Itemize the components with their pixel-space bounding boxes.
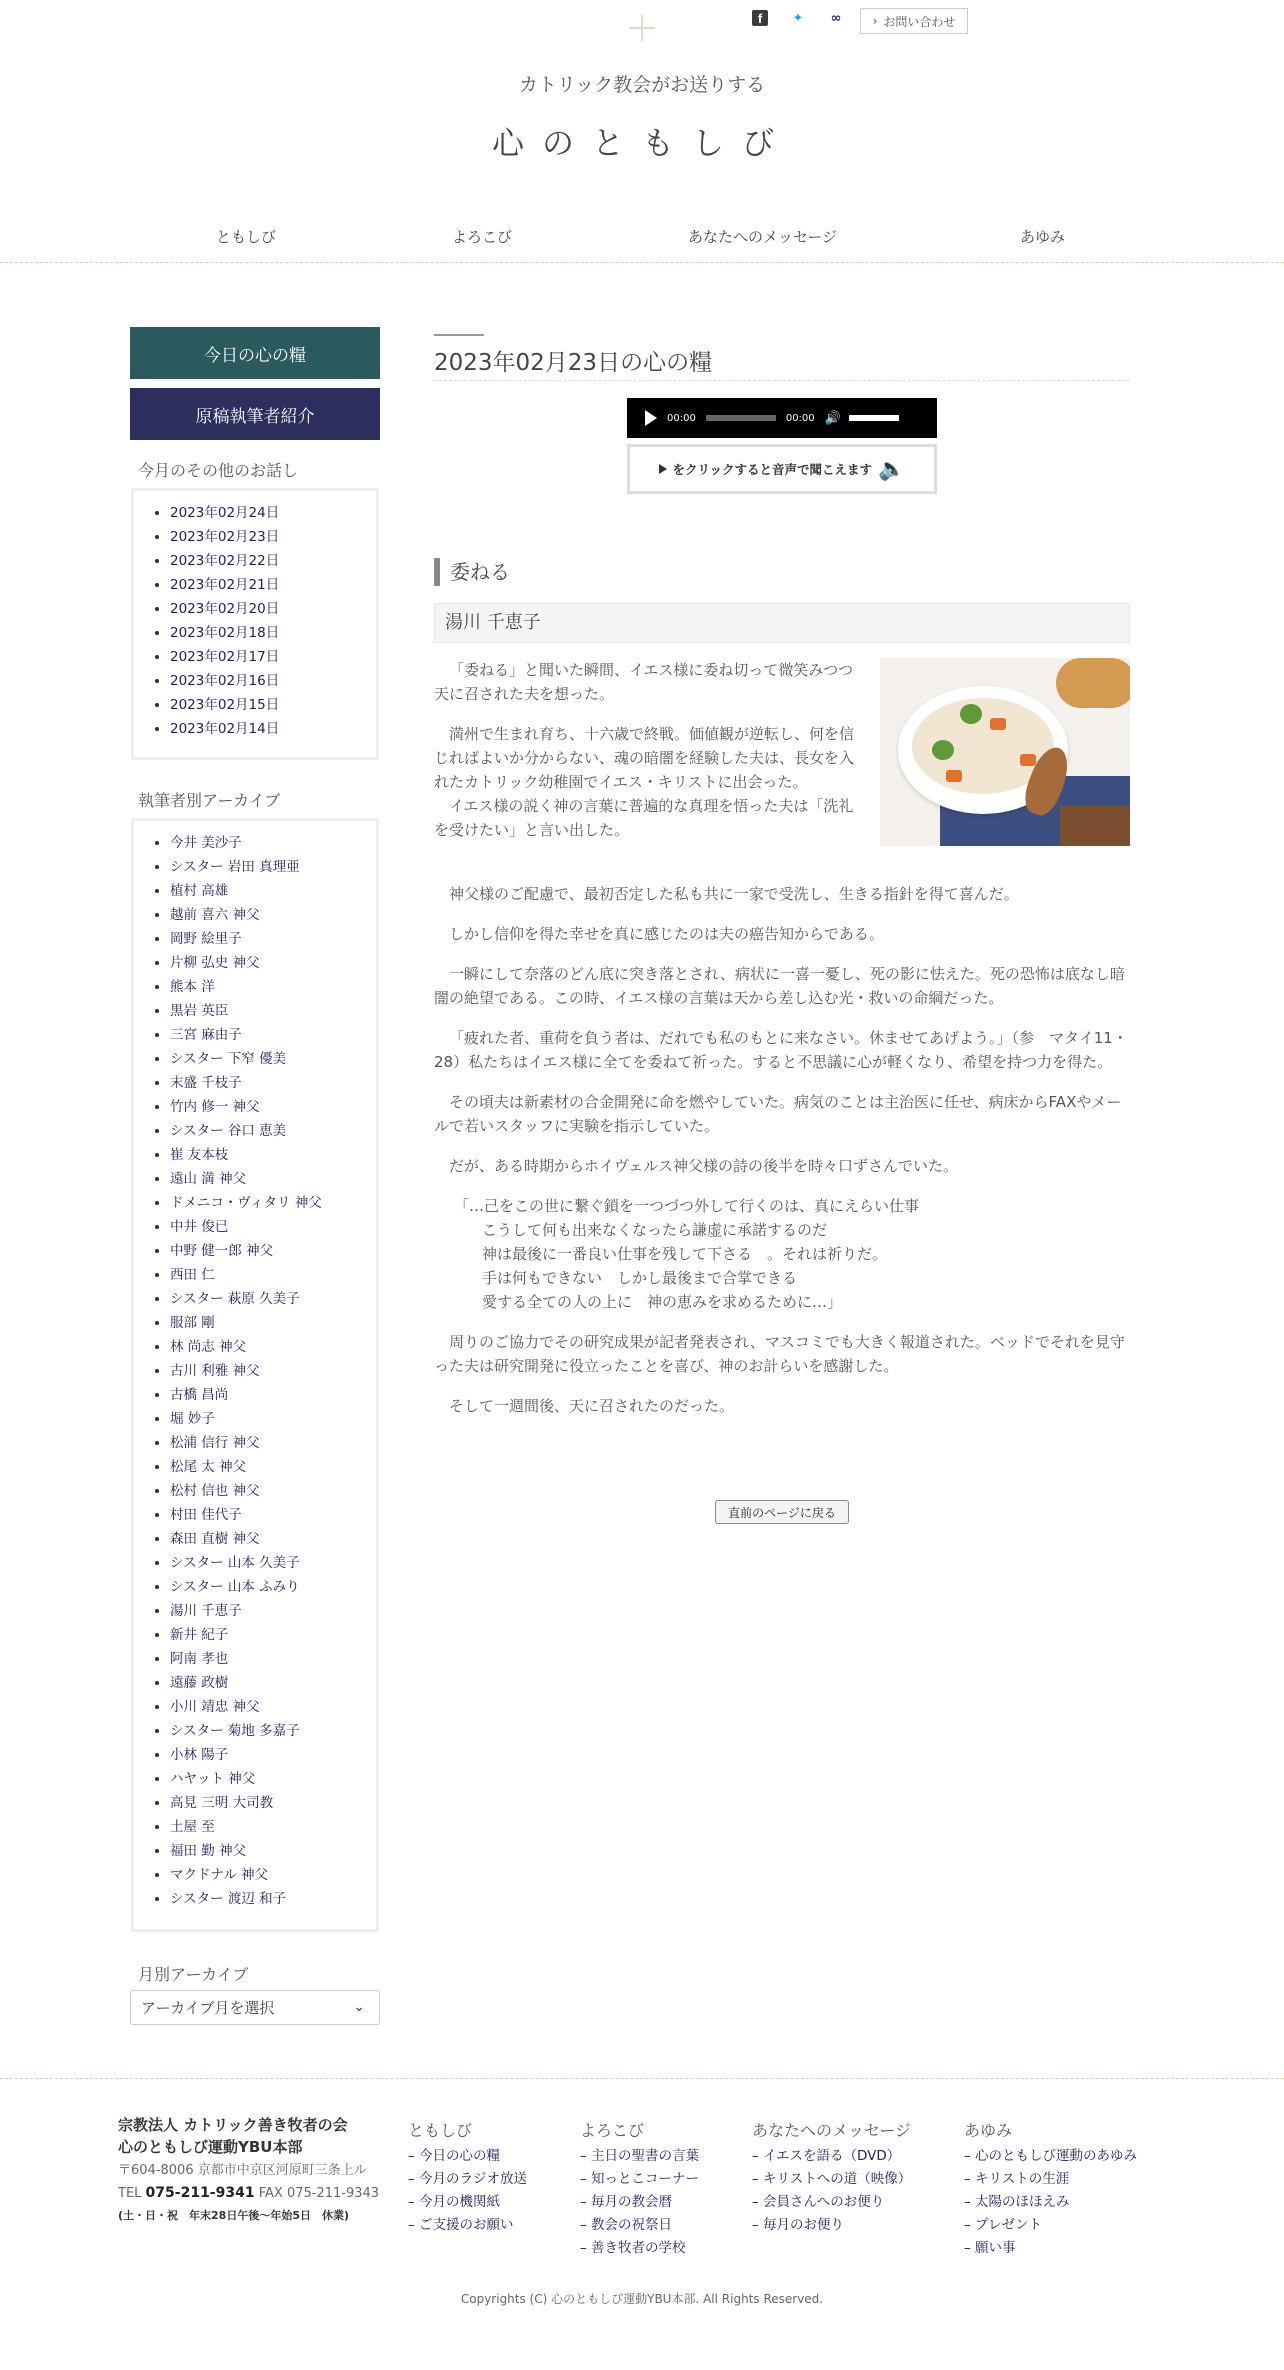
dash-icon: – [964,2217,976,2233]
date-link[interactable]: 2023年02月22日 [134,549,376,573]
paragraph: そして一週間後、天に召されたのだった。 [449,1397,735,1415]
writer-link[interactable]: シスター 萩原 久美子 [134,1287,376,1311]
address-line: 〒604-8006 京都市中京区河原町三条上ル [118,2163,367,2178]
nav-item-message[interactable]: あなたへのメッセージ [688,228,838,246]
dash-icon: – [580,2194,592,2210]
footer-link-label: 願い事 [975,2240,1016,2256]
play-triangle-icon [659,464,667,474]
writer-link[interactable]: 西田 仁 [134,1263,376,1287]
audio-progress-track[interactable] [706,415,776,421]
footer-link[interactable] [408,2191,527,2214]
writer-link[interactable]: 古川 利雅 神父 [134,1359,376,1383]
footer-col-heading[interactable]: ともしび [408,2121,473,2140]
facebook-icon[interactable]: f [752,10,768,26]
footer-link[interactable] [408,2214,527,2237]
footer-col-heading[interactable]: あなたへのメッセージ [752,2121,912,2140]
dash-icon: – [964,2171,976,2187]
writer-link[interactable]: 岡野 絵里子 [134,927,376,951]
dash-icon: – [752,2171,764,2187]
footer-link-label: ご支援のお願い [419,2217,514,2233]
poem-line: こうして何も出来なくなったら謙虚に承諾するのだ [482,1221,828,1239]
writer-link[interactable]: シスター 山本 久美子 [134,1551,376,1575]
writer-link[interactable]: 越前 喜六 神父 [134,903,376,927]
date-link[interactable]: 2023年02月14日 [134,717,376,741]
archive-month-select[interactable] [130,1990,380,2025]
dash-icon: – [408,2148,420,2164]
footer-link[interactable] [964,2191,1137,2214]
writer-link[interactable]: 堀 妙子 [134,1407,376,1431]
writer-link[interactable]: ハヤット 神父 [134,1767,376,1791]
paragraph: 神父様のご配慮で、最初否定した私も共に一家で受洗し、生きる指針を得て喜んだ。 [449,885,1019,903]
stew-photo [880,658,1130,846]
writer-link[interactable]: 熊本 洋 [134,975,376,999]
paragraph: 周りのご協力でその研究成果が記者発表され、マスコミでも大きく報道された。ベッドでそれを見守った夫は研究開発に役立ったことを喜び、神のお計らいを感謝した。 [434,1333,1125,1375]
dash-icon: – [408,2171,420,2187]
footer-org [118,2114,348,2158]
footer-link[interactable] [580,2214,699,2237]
org-name: 宗教法人 カトリック善き牧者の会 [118,2116,348,2134]
nav-divider [0,262,1284,263]
writer-link[interactable]: 松尾 太 神父 [134,1455,376,1479]
writer-link[interactable]: 中井 俊已 [134,1215,376,1239]
writers-list-box [131,818,379,1932]
writers-button[interactable]: 原稿執筆者紹介 [130,388,380,440]
poem-line: 「…己をこの世に繋ぐ鎖を一つづつ外して行くのは、真にえらい仕事 [454,1197,920,1215]
footer-link-label: 主日の聖書の言葉 [591,2148,700,2164]
writer-link[interactable]: 古橋 昌尚 [134,1383,376,1407]
writer-link[interactable]: 遠山 満 神父 [134,1167,376,1191]
chevron-down-icon: ⌄ [353,1999,365,2015]
footer-link-label: 心のともしび運動のあゆみ [975,2148,1138,2164]
footer-link[interactable] [408,2145,527,2168]
paragraph: 「委ねる」と聞いた瞬間、イエス様に委ね切って微笑みつつ天に召された夫を想った。 [434,661,854,703]
social-links [752,10,844,26]
title-accent [434,334,484,336]
writer-link[interactable]: 村田 佳代子 [134,1503,376,1527]
footer-link-label: 今月のラジオ放送 [419,2171,528,2187]
post-title: 2023年02月23日の心の糧 [434,350,713,376]
twitter-icon[interactable]: ✦ [792,10,804,26]
writer-link[interactable]: 植村 高雄 [134,879,376,903]
footer-col-ayumi [964,2118,1137,2260]
dash-icon: – [964,2240,976,2256]
date-list [134,501,376,741]
footer-link-label: 毎月のお便り [763,2217,845,2233]
article-body [434,882,1130,1418]
footer-link[interactable] [580,2237,699,2260]
writer-link[interactable]: 遠藤 政樹 [134,1671,376,1695]
footer-link[interactable] [752,2145,911,2168]
dash-icon: – [752,2217,764,2233]
dash-icon: – [580,2171,592,2187]
date-link[interactable]: 2023年02月24日 [134,501,376,525]
writer-link[interactable]: シスター 渡辺 和子 [134,1887,376,1911]
writer-link[interactable]: 高見 三明 大司教 [134,1791,376,1815]
footer-link[interactable] [752,2191,911,2214]
poem-quote [434,1194,1130,1314]
writer-link[interactable]: 土屋 至 [134,1815,376,1839]
audio-hint [627,444,937,494]
writer-link[interactable]: 小川 靖忠 神父 [134,1695,376,1719]
tel-number[interactable]: 075-211-9341 [145,2185,255,2201]
footer-link[interactable] [408,2168,527,2191]
date-link[interactable]: 2023年02月21日 [134,573,376,597]
writer-link[interactable]: 小林 陽子 [134,1743,376,1767]
site-subtitle: カトリック教会がお送りする [518,74,766,96]
footer-link[interactable] [752,2214,911,2237]
poem-line: 手は何もできない しかし最後まで合掌できる [482,1269,798,1287]
paragraph: だが、ある時期からホイヴェルス神父様の詩の後半を時々口ずさんでいた。 [449,1157,958,1175]
volume-slider[interactable] [849,415,899,421]
today-button[interactable]: 今日の心の糧 [130,327,380,379]
footer-link[interactable] [580,2168,699,2191]
date-link[interactable]: 2023年02月17日 [134,645,376,669]
dash-icon: – [964,2148,976,2164]
play-icon[interactable] [645,410,657,426]
date-link[interactable]: 2023年02月16日 [134,669,376,693]
org-subname: 心のともしび運動YBU本部 [118,2138,303,2156]
footer-link-label: 今日の心の糧 [419,2148,501,2164]
paragraph: しかし信仰を得た幸せを真に感じたのは夫の癌告知からである。 [449,925,884,943]
writer-list [134,831,376,1911]
footer-link-label: 教会の祝祭日 [591,2217,673,2233]
dash-icon: – [408,2194,420,2210]
section-title: 委ねる [434,558,510,586]
footer-link-label: 今月の機関紙 [419,2194,501,2210]
footer-link[interactable] [752,2168,911,2191]
title-divider [434,380,1130,381]
nav-item-yorokobi[interactable]: よろこび [452,228,513,246]
writer-link[interactable]: シスター 菊地 多嘉子 [134,1719,376,1743]
footer-link-label: 善き牧者の学校 [591,2240,686,2256]
writer-link[interactable]: 末盛 千枝子 [134,1071,376,1095]
phone-line [118,2182,379,2205]
audio-total-time: 00:00 [785,412,815,424]
footer-col-heading[interactable]: よろこび [580,2121,645,2140]
writer-link[interactable]: 福田 勤 神父 [134,1839,376,1863]
business-hours: (土・日・祝 年末28日午後〜年始5日 休業) [118,2209,350,2222]
writer-link[interactable]: 崔 友本枝 [134,1143,376,1167]
copyright: Copyrights (C) 心のともしび運動YBU本部. All Rights Reserved. [460,2292,824,2306]
footer-col-tomoshibi [408,2118,527,2237]
volume-icon[interactable]: 🔊 [824,411,841,426]
writer-link[interactable]: シスター 下窄 優美 [134,1047,376,1071]
date-link[interactable]: 2023年02月18日 [134,621,376,645]
writer-link[interactable]: 森田 直樹 神父 [134,1527,376,1551]
header-ornament-icon [629,15,655,41]
writer-link[interactable]: シスター 山本 ふみり [134,1575,376,1599]
dash-icon: – [580,2148,592,2164]
writers-heading: 執筆者別アーカイブ [138,791,281,810]
paragraph: その頃夫は新素材の合金開発に命を燃やしていた。病気のことは主治医に任せ、病床からFAXやメールで若いスタッフに実験を指示していた。 [434,1093,1122,1135]
poem-line: 愛する全ての人の上に 神の恵みを求めるために…」 [482,1293,843,1311]
paragraph: 「疲れた者、重荷を負う者は、だれでも私のもとに来なさい。休ませてあげよう。」（参 マタイ11・28）私たちはイエス様に全てを委ねて祈った。すると不思議に心が軽くなり、希望を持つ力を得た。 [434,1029,1128,1071]
audio-current-time: 00:00 [667,412,696,424]
contact-button[interactable] [860,8,968,34]
audio-player [627,398,937,438]
footer-link-label: 毎月の教会暦 [591,2194,673,2210]
footer-link[interactable] [964,2168,1137,2191]
fax-number: FAX 075-211-9343 [258,2186,380,2201]
paragraph: 満州で生まれ育ち、十六歳で終戦。価値観が逆転し、何を信じればよいか分からない、魂の暗闇を経験した夫は、長女を入れたカトリック幼稚園でイエス・キリストに出会った。 [434,725,855,791]
footer-col-message [752,2118,911,2237]
archive-select-value: アーカイブ月を選択 [141,1999,275,2017]
footer-link[interactable] [580,2191,699,2214]
archive-heading: 月別アーカイブ [138,1965,249,1984]
author-name: 湯川 千恵子 [434,603,1130,643]
dash-icon: – [752,2194,764,2210]
writer-link[interactable]: 中野 健一郎 神父 [134,1239,376,1263]
footer-address [118,2160,379,2227]
writer-link[interactable]: 新井 紀子 [134,1623,376,1647]
nav-item-ayumi[interactable]: あゆみ [1020,228,1066,246]
writer-link[interactable]: 今井 美沙子 [134,831,376,855]
writer-link[interactable]: 阿南 孝也 [134,1647,376,1671]
writer-link[interactable]: 竹内 修一 神父 [134,1095,376,1119]
footer-link-label: キリストへの道（映像） [763,2171,912,2187]
date-link[interactable]: 2023年02月20日 [134,597,376,621]
footer-link-label: 知っとこコーナー [591,2171,700,2187]
footer-link[interactable] [580,2145,699,2168]
dash-icon: – [408,2217,420,2233]
writer-link[interactable]: 松村 信也 神父 [134,1479,376,1503]
paragraph: 一瞬にして奈落のどん底に突き落とされ、病状に一喜一憂し、死の影に怯えた。死の恐怖は底なし暗闇の絶望である。この時、イエス様の言葉は天から差し込む光・救いの命綱だった。 [434,965,1125,1007]
nav-item-tomoshibi[interactable]: ともしび [216,228,277,246]
writer-link[interactable]: 湯川 千恵子 [134,1599,376,1623]
footer-link-label: プレゼント [975,2217,1043,2233]
dash-icon: – [580,2217,592,2233]
date-link[interactable]: 2023年02月23日 [134,525,376,549]
dash-icon: – [964,2194,976,2210]
footer-link[interactable] [964,2237,1137,2260]
writer-link[interactable]: シスター 岩田 真理亜 [134,855,376,879]
dash-icon: – [752,2148,764,2164]
writer-link[interactable]: 片柳 弘史 神父 [134,951,376,975]
footer-col-heading[interactable]: あゆみ [964,2121,1013,2140]
poem-line: 神は最後に一番良い仕事を残して下さる 。それは祈りだ。 [482,1245,888,1263]
paragraph: イエス様の説く神の言葉に普遍的な真理を悟った夫は「洗礼を受けたい」と言い出した。 [434,797,854,839]
link-icon[interactable]: ∞ [830,10,842,26]
footer-link[interactable] [964,2214,1137,2237]
footer-link[interactable] [964,2145,1137,2168]
writer-link[interactable]: マクドナル 神父 [134,1863,376,1887]
site-title[interactable]: 心のともしび [491,124,792,162]
speaker-icon: 🔈 [878,456,906,482]
article-intro [434,658,854,842]
tel-label: TEL [118,2186,142,2201]
monthly-heading: 今月のその他のお話し [138,461,299,480]
footer-divider [0,2078,1284,2079]
footer-link-label: 会員さんへのお便り [763,2194,885,2210]
footer-link-label: キリストの生涯 [975,2171,1070,2187]
writer-link[interactable]: 服部 剛 [134,1311,376,1335]
writer-link[interactable]: ドメニコ・ヴィタリ 神父 [134,1191,376,1215]
chevron-right-icon: › [872,14,878,28]
writer-link[interactable]: 三宮 麻由子 [134,1023,376,1047]
writer-link[interactable]: 松浦 信行 神父 [134,1431,376,1455]
footer-col-yorokobi [580,2118,699,2260]
dash-icon: – [580,2240,592,2256]
writer-link[interactable]: 黒岩 英臣 [134,999,376,1023]
footer-link-label: 太陽のほほえみ [975,2194,1070,2210]
writer-link[interactable]: 林 尚志 神父 [134,1335,376,1359]
main-nav [0,226,1284,262]
date-link[interactable]: 2023年02月15日 [134,693,376,717]
back-button[interactable]: 直前のページに戻る [715,1500,849,1524]
monthly-list-box [131,488,379,760]
contact-label: お問い合わせ [883,14,956,29]
writer-link[interactable]: シスター 谷口 恵美 [134,1119,376,1143]
footer-link-label: イエスを語る（DVD） [763,2148,901,2164]
audio-hint-text: をクリックすると音声で聞こえます [672,462,873,477]
